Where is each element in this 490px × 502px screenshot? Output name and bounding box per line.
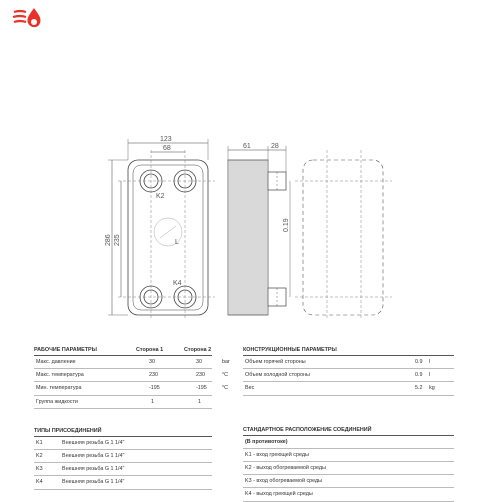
construction-row: Объем холодной стороны 0.9 l <box>243 369 454 382</box>
side2-header: Сторона 2 <box>184 347 212 353</box>
connections-title: ТИПЫ ПРИСОЕДИНЕНИЙ <box>34 427 102 434</box>
side-view <box>228 146 290 315</box>
connection-row: K2 Внешняя резьба G 1 1/4" <box>34 450 212 463</box>
construction-row: Вес 5.2 kg <box>243 382 454 395</box>
working-params-title: РАБОЧИЕ ПАРАМЕТРЫ <box>34 347 97 353</box>
construction-row: Объем горячей стороны 0.9 l <box>243 356 454 369</box>
connection-row: K3 Внешняя резьба G 1 1/4" <box>34 463 212 476</box>
working-row: Макс. температура 230 230 °C <box>34 369 212 382</box>
layout-title: СТАНДАРТНОЕ РАСПОЛОЖЕНИЕ СОЕДИНЕНИЙ <box>243 426 372 433</box>
right-column <box>243 344 454 502</box>
port-label-k4: K4 <box>173 280 182 287</box>
dim-connection: 28 <box>271 143 279 150</box>
front-view <box>108 139 215 320</box>
connections-header <box>34 425 212 437</box>
side1-header: Сторона 1 <box>136 347 164 353</box>
layout-subtitle: (В противотоке) <box>245 438 288 445</box>
port-label-k2: K2 <box>156 193 165 200</box>
working-row: Группа жидкости 1 1 <box>34 396 212 409</box>
dim-port-spacing-y: 235 <box>114 234 121 246</box>
back-view <box>295 150 392 320</box>
working-row: Мин. температура -195 -195 °C <box>34 382 212 395</box>
construction-header <box>243 344 454 356</box>
dim-side: 0.19 <box>283 218 290 232</box>
layout-row: K2 - выход обогреваемой среды <box>243 462 454 475</box>
layout-header <box>243 424 454 436</box>
dim-width: 123 <box>160 136 172 143</box>
layout-row: K4 - выход греющей среды <box>243 488 454 501</box>
layout-subtitle-row <box>243 436 454 449</box>
working-params-header <box>34 344 212 356</box>
dim-mark: L <box>175 239 179 246</box>
layout-row: K1 - вход греющей среды <box>243 449 454 462</box>
dim-port-spacing-x: 68 <box>163 145 171 152</box>
connection-row: K4 Внешняя резьба G 1 1/4" <box>34 476 212 489</box>
working-row: Макс. давление 30 30 bar <box>34 356 212 369</box>
left-column <box>34 344 230 490</box>
layout-row: K3 - вход обогреваемой среды <box>243 475 454 488</box>
connection-row: K1 Внешняя резьба G 1 1/4" <box>34 437 212 450</box>
dim-depth: 61 <box>243 143 251 150</box>
construction-title: КОНСТРУКЦИОННЫЕ ПАРАМЕТРЫ <box>243 347 337 353</box>
dim-height: 286 <box>105 234 112 246</box>
